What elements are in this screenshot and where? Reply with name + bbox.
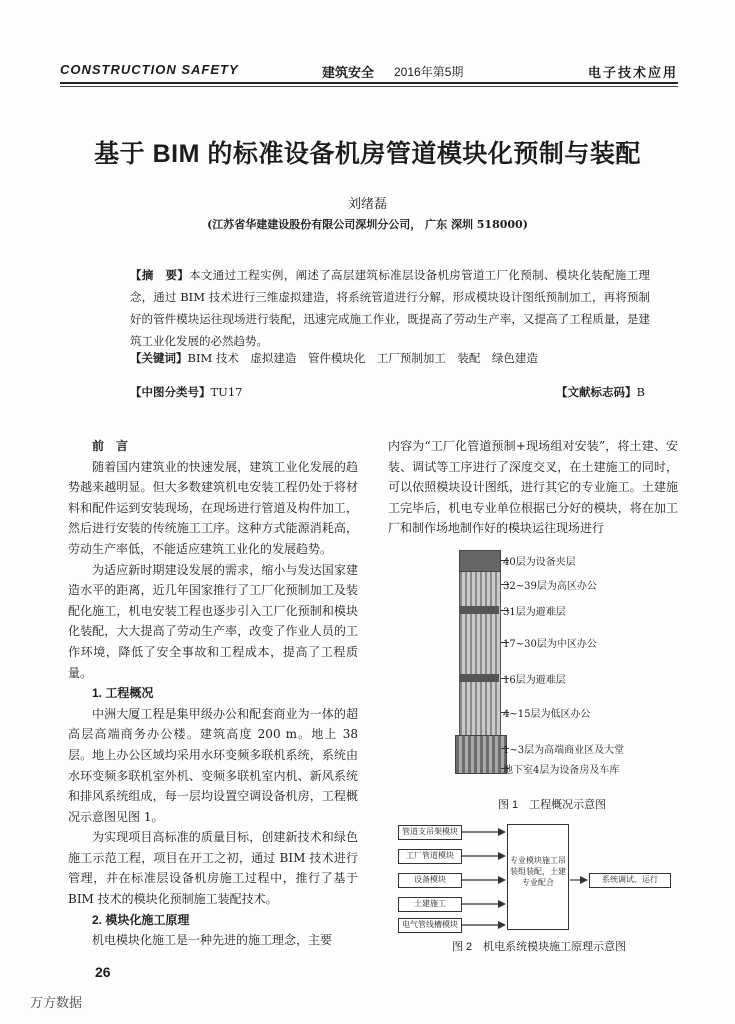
arrow-head	[498, 921, 506, 929]
paragraph: 为实现项目高标准的质量目标，创建新技术和绿色施工示范工程，项目在开工之初，通过 BIM 技术进行管理，并在标准层设备机房施工过程中，推行了基于 BIM 技术的模块化预制施工装配技术。	[68, 830, 358, 907]
watermark: 万方数据	[30, 996, 83, 1011]
building-top-floor	[459, 550, 501, 572]
running-header	[60, 62, 678, 82]
fig2-input-box: 工厂管道模块	[398, 849, 462, 864]
fig2-input-box: 电气管线槽模块	[398, 918, 462, 933]
figure-1-building	[455, 550, 625, 776]
refuge-floor-31	[459, 606, 499, 614]
heading-intro: 前 言	[92, 439, 129, 453]
fig2-input-box: 设备模块	[398, 873, 462, 888]
fig2-input-box: 土建施工	[398, 897, 462, 912]
figure-2-caption: 图 2 机电系统模块施工原理示意图	[452, 941, 627, 953]
abstract-text: 本文通过工程实例，阐述了高层建筑标准层设备机房管道工厂化预制、模块化装配施工理念，通过 BIM 技术进行三维虚拟建造，将系统管道进行分解，形成模块设计图纸预制加工，再将预制好的管件模块运往现场进行装配，迅速完成施工作业，既提高了劳动生产率，又提高了工程质量，是建筑工业化发展的必然趋势。	[130, 268, 651, 348]
classification-number	[130, 384, 243, 400]
clc-value: TU17	[210, 385, 243, 399]
figure1-label: 1~3层为高端商业区及大堂	[503, 745, 625, 756]
section-heading-1: 1. 工程概况	[92, 686, 154, 701]
keywords	[130, 348, 650, 368]
arrow-head	[498, 876, 506, 884]
figure1-label: 4~15层为低区办公	[503, 709, 591, 720]
section-heading-2: 2. 模块化施工原理	[92, 912, 190, 927]
abstract-label: 【摘 要】	[130, 268, 190, 282]
doccode-label: 【文献标志码】	[556, 385, 637, 399]
document-code	[556, 384, 645, 400]
fig2-output-box: 系统调试、运行	[589, 873, 671, 888]
paragraph: 中洲大厦工程是集甲级办公和配套商业为一体的超高层高端商务办公楼。建筑高度 200 m。地上 38 层。地上办公区域均采用水环变频多联机系统，系统由水环变频多联机室外机、变频多联机室内机、新风系统和排风系统组成，每一层均设置空调设备机房，工程概况示意图见图 1。	[68, 706, 358, 824]
journal-name: 建筑安全	[322, 65, 375, 80]
figure-1-caption: 图 1 工程概况示意图	[498, 799, 607, 811]
paragraph: 随着国内建筑业的快速发展，建筑工业化发展的趋势越来越明显。但大多数建筑机电安装工程仍处于将材料和配件运到安装现场，在现场进行管道及构件加工，然后进行安装的传统施工工序。这种方式能源消耗高，劳动生产率低，不能适应建筑工业化的发展趋势。	[68, 459, 358, 556]
issue-label: 2016年第5期	[394, 65, 464, 79]
keywords-text: BIM 技术 虚拟建造 管件模块化 工厂预制加工 装配 绿色建造	[187, 351, 538, 365]
header-left: CONSTRUCTION SAFETY	[60, 62, 239, 77]
arrow-head	[498, 828, 506, 836]
fig2-input-box: 管道支吊架模块	[398, 825, 462, 840]
arrow-head	[498, 900, 506, 908]
keywords-label: 【关键词】	[130, 351, 188, 365]
figure1-label: 32~39层为高区办公	[503, 581, 597, 592]
page-number: 26	[95, 964, 111, 980]
refuge-floor-16	[459, 674, 499, 682]
affiliation: (江苏省华建建设股份有限公司深圳分公司， 广东 深圳 518000)	[207, 218, 528, 231]
header-rule-thin	[60, 86, 678, 87]
arrow-head	[580, 876, 588, 884]
figure1-label: 地下室4层为设备房及车库	[503, 765, 620, 776]
figure1-label: 17~30层为中区办公	[503, 639, 597, 650]
doccode-value: B	[636, 385, 645, 399]
left-column	[68, 436, 358, 951]
arrow-head	[498, 852, 506, 860]
article-title: 基于 BIM 的标准设备机房管道模块化预制与装配	[94, 140, 641, 168]
figure1-label: 31层为避难层	[503, 607, 566, 618]
right-column	[388, 436, 678, 539]
clc-label: 【中图分类号】	[130, 385, 211, 399]
building-podium	[455, 735, 507, 774]
paragraph: 机电模块化施工是一种先进的施工理念，主要	[92, 933, 333, 948]
figure1-label: 16层为避难层	[503, 675, 566, 686]
header-right: 电子技术应用	[587, 65, 678, 80]
header-rule	[60, 82, 678, 84]
paragraph: 为适应新时期建设发展的需求，缩小与发达国家建造水平的距离，近几年国家推行了工厂化预制加工及装配化施工，机电安装工程也逐步引入工厂化预制和模块化装配，大大提高了劳动生产率，改变了作业人员的工作环境，降低了安全事故和工程成本，提高了工程质量。	[68, 562, 358, 680]
paragraph: 内容为“工厂化管道预制+现场组对安装”，将土建、安装、调试等工序进行了深度交叉，在土建施工的同时，可以依照模块设计图纸，进行其它的专业施工。土建施工完毕后，机电专业单位根据已分好的模块，将在加工厂和制作场地制作好的模块运往现场进行	[388, 439, 678, 536]
figure1-label: 40层为设备夹层	[503, 557, 576, 568]
abstract	[130, 264, 650, 352]
fig2-center-box: 专业模块施工吊装组装配，土建专业配合	[507, 824, 569, 930]
author: 刘绪磊	[347, 197, 387, 212]
